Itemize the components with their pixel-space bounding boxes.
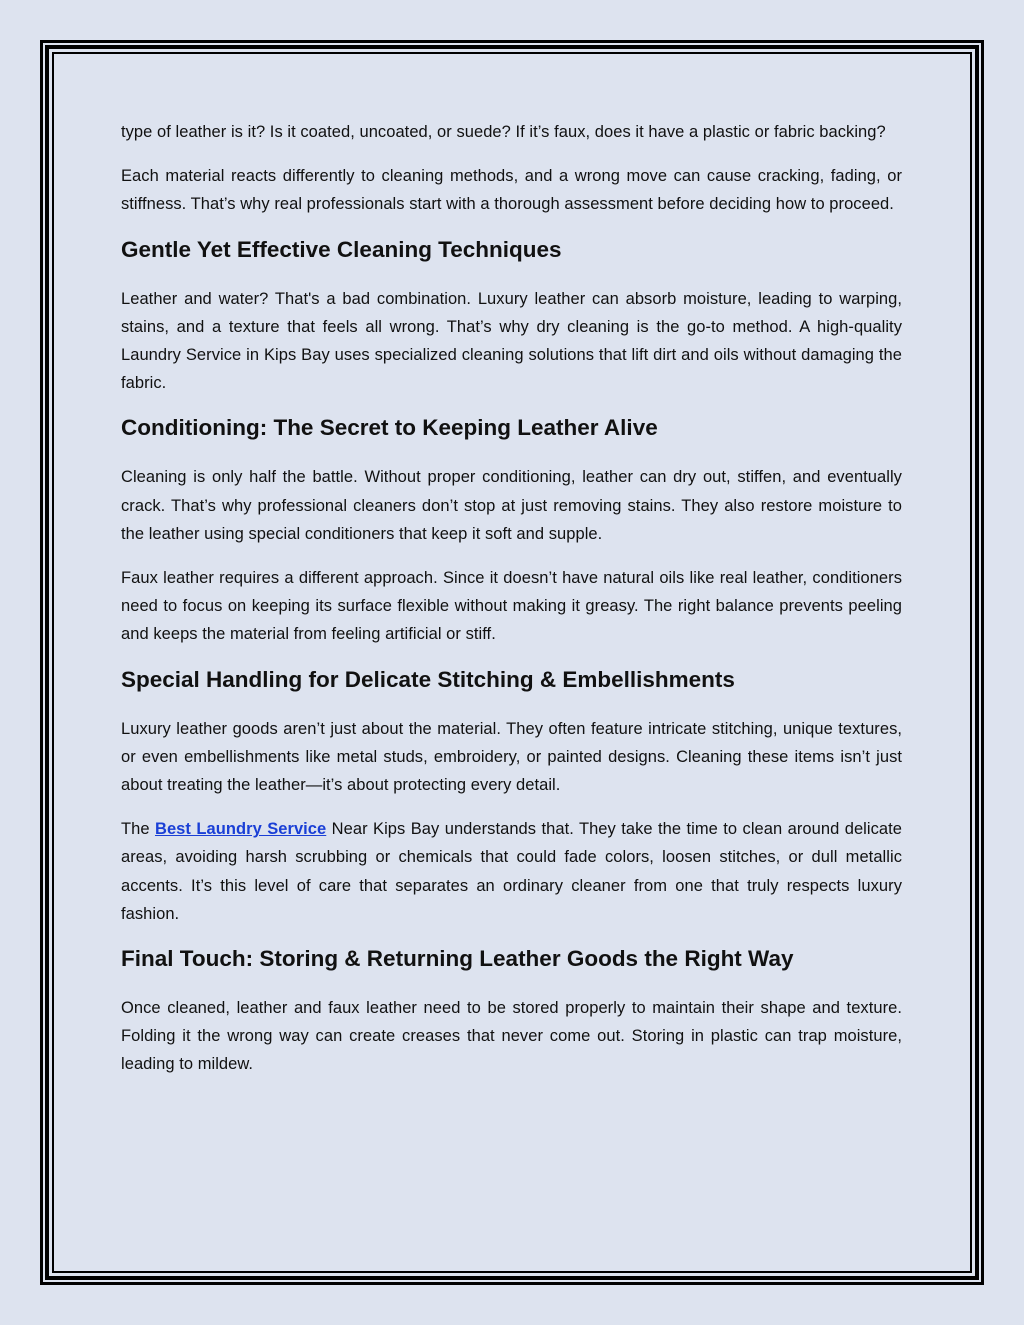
heading-cleaning-techniques: Gentle Yet Effective Cleaning Techniques bbox=[121, 236, 562, 262]
conditioning-paragraph-1: Cleaning is only half the battle. Without proper conditioning, leather can dry out, stiffen, and eventually crack. That’s why professional cleaners don’t stop at just removing stains. They also restore moisture to the leather using special conditioners that keep it soft and supple. bbox=[121, 468, 902, 543]
conditioning-paragraph-2: Faux leather requires a different approach. Since it doesn’t have natural oils like real leather, conditioners need to focus on keeping its surface flexible without making it greasy. The right balance prevents peeling and keeps the material from feeling artificial or stiff. bbox=[121, 569, 902, 644]
paragraph-suffix: Near Kips Bay understands that. They take the time to clean around delicate areas, avoiding harsh scrubbing or chemicals that could fade colors, loosen stitches, or dull metallic accents. It’s this level of care that separates an ordinary cleaner from one that truly respects luxury fashion. bbox=[121, 820, 902, 923]
intro-paragraph-1: type of leather is it? Is it coated, uncoated, or suede? If it’s faux, does it have a plastic or fabric backing? bbox=[121, 123, 886, 141]
intro-paragraph-2: Each material reacts differently to cleaning methods, and a wrong move can cause cracking, fading, or stiffness. That’s why real professionals start with a thorough assessment before deciding how to proceed. bbox=[121, 167, 902, 214]
heading-special-handling: Special Handling for Delicate Stitching & Embellishments bbox=[121, 666, 735, 692]
best-laundry-service-link[interactable]: Best Laundry Service bbox=[154, 820, 327, 839]
special-handling-paragraph-1: Luxury leather goods aren’t just about the material. They often feature intricate stitching, unique textures, or even embellishments like metal studs, embroidery, or painted designs. Cleaning these items isn’t just about treating the leather—it’s about protecting every detail. bbox=[121, 719, 902, 795]
heading-final-touch: Final Touch: Storing & Returning Leather Goods the Right Way bbox=[121, 946, 794, 972]
document-body bbox=[121, 118, 902, 1095]
heading-conditioning: Conditioning: The Secret to Keeping Leather Alive bbox=[121, 415, 658, 441]
paragraph-prefix: The bbox=[121, 820, 155, 839]
special-handling-paragraph-2 bbox=[121, 815, 902, 928]
final-touch-paragraph: Once cleaned, leather and faux leather need to be stored properly to maintain their shape and texture. Folding it the wrong way can create creases that never come out. Storing in plastic can trap moisture, leading to mildew. bbox=[121, 999, 902, 1074]
cleaning-techniques-paragraph: Leather and water? That's a bad combination. Luxury leather can absorb moisture, leading to warping, stains, and a texture that feels all wrong. That’s why dry cleaning is the go-to method. A high-quality Laundry Service in Kips Bay uses specialized cleaning solutions that lift dirt and oils without damaging the fabric. bbox=[121, 289, 902, 393]
